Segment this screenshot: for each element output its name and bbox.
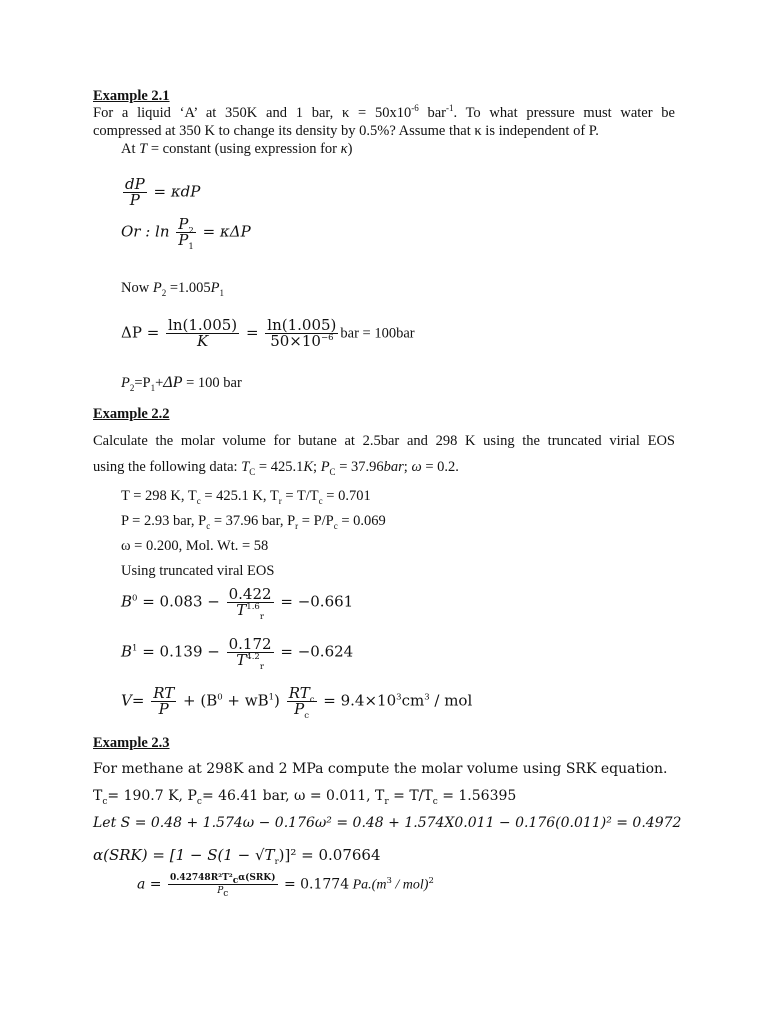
ex1-equation-dp-over-p: $\frac{dP}{P}$ = κdP (125, 175, 201, 209)
example-2-2-heading: Example 2.2 (93, 406, 170, 422)
ex1-equation-ln-ratio: Or : ln $\frac{P_2}{P_1}$ = κΔP (121, 215, 251, 252)
ex3-a-equation: a = $\frac{0.42748R^2T^2_c\alpha(SRK)}{P_c}$ = 0.1774 $Pa.(m^3 / mol)^2$ (137, 873, 434, 899)
ex2-using-viral-eos: Using truncated viral EOS (121, 563, 275, 579)
ex1-equation-delta-p: ΔP = $\frac{\ln(1.005)}{K}$ = $\frac{\ln(1.005)}{50\times 10^{-6}}$ bar = 100bar (121, 316, 415, 350)
ex3-alpha-srk-equation: $\alpha(SRK) = [1 - S(1 - √T_r)]^2 = 0.07664$ (93, 846, 381, 867)
ex1-paragraph-line-3: At T = constant (using expression for κ) (121, 141, 353, 157)
ex2-omega-line: ω = 0.200, Mol. Wt. = 58 (121, 538, 269, 554)
ex3-paragraph-line-1: For methane at 298K and 2 MPa compute the molar volume using SRK equation. (93, 761, 668, 777)
ex2-paragraph-line-2: using the following data: $T_C = 425.1K$; $P_C = 37.96bar$; ω = 0.2. (93, 459, 459, 477)
ex3-let-s-equation: Let S = 0.48 + 1.574ω − 0.176ω² = 0.48 + 1.574X0.011 − 0.176(0.011)² = 0.4972 (93, 815, 682, 831)
ex2-equation-b0: $B^0 = 0.083$ − $\frac{0.422}{T^{1.6}_r}$ = −0.661 (121, 585, 354, 622)
ex2-paragraph-line-1: Calculate the molar volume for butane at 2.5bar and 298 K using the truncated virial EOS (93, 433, 675, 449)
ex1-paragraph-line-2: compressed at 350 K to change its density by 0.5%? Assume that κ is independent of P. (93, 123, 599, 139)
ex2-pressure-line: P = 2.93 bar, $P_c = 37.96$ bar, $P_r = P/P_c = 0.069$ (121, 513, 386, 531)
ex1-result-line: $P_2=P_1+\Delta P = 100$ bar (121, 374, 242, 393)
example-2-1-heading: Example 2.1 (93, 88, 170, 104)
example-2-3-heading: Example 2.3 (93, 735, 170, 751)
ex2-equation-b1: $B^1 = 0.139$ − $\frac{0.172}{T^{4.2}_r}$ = −0.624 (121, 635, 354, 672)
ex2-temperature-line: T = 298 K, $T_c = 425.1$ K, $T_r = T/T_c = 0.701$ (121, 488, 371, 506)
ex1-now-p2-line: Now $P_2 =1.005P_1$ (121, 280, 224, 298)
ex1-paragraph-line-1: For a liquid ‘A’ at 350K and 1 bar, $\kappa = 50x10^{-6}$ bar$^{-1}$. To what pressure must water be (93, 103, 675, 121)
ex2-equation-volume: V= $\frac{RT}{P}$ + $(B^0 + wB^1)$ $\frac{RT_c}{P_c}$ = $9.4\times 10^3cm^3$ / mol (121, 684, 473, 721)
ex3-parameters-line: $T_c= 190.7$ K, $P_c= 46.41$ bar, ω = 0.011, $T_r = T/T_c = 1.56395$ (93, 788, 517, 807)
